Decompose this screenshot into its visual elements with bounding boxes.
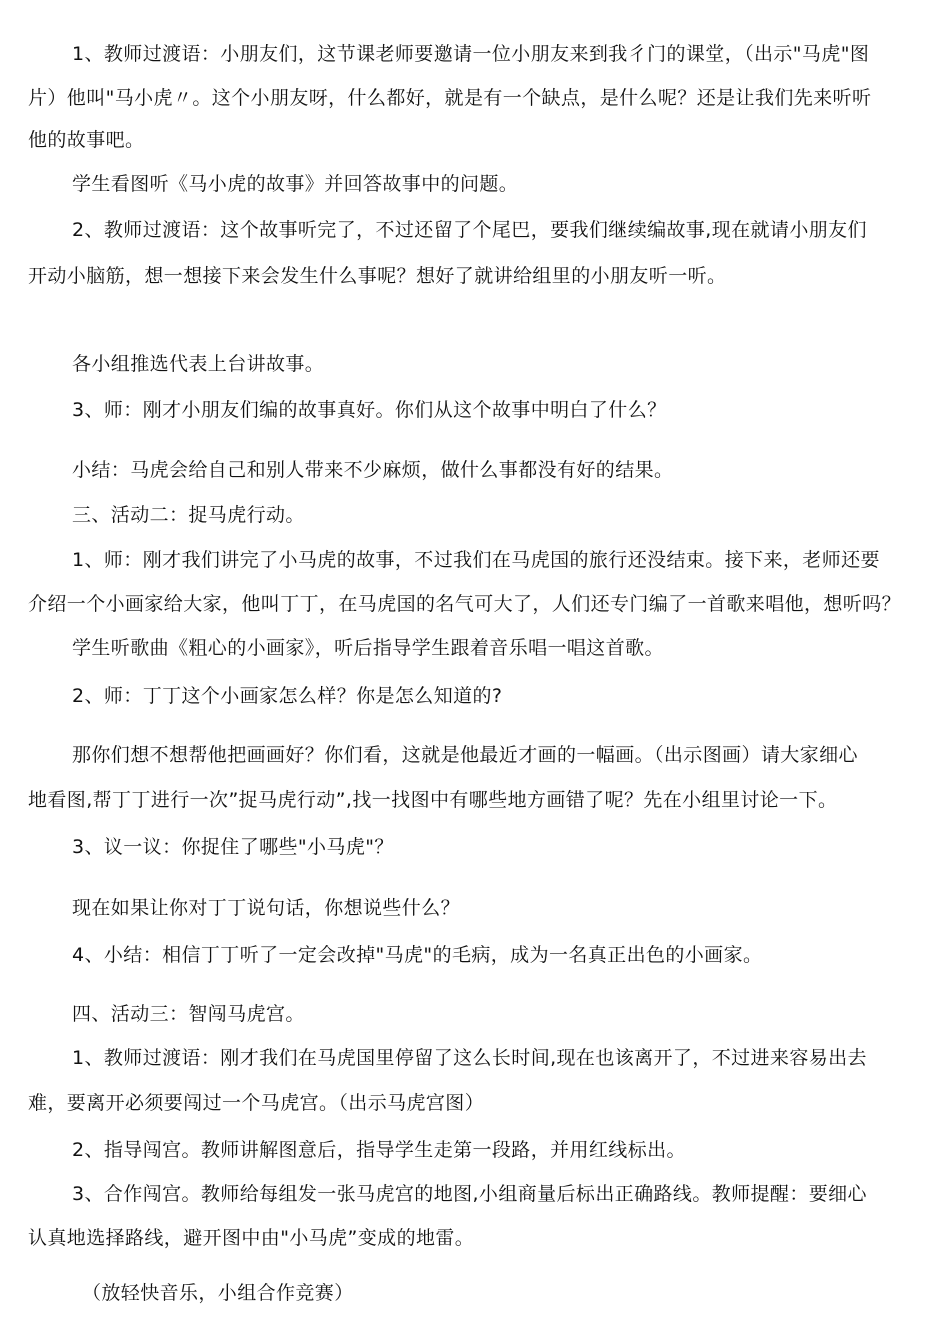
text-line: 片）他叫"马小虎〃。这个小朋友呀，什么都好，就是有一个缺点，是什么呢？还是让我们先来听听 bbox=[28, 87, 872, 109]
text-line: 小结：马虎会给自己和别人带来不少麻烦，做什么事都没有好的结果。 bbox=[72, 459, 674, 481]
text-line: 开动小脑筋，想一想接下来会发生什么事呢？想好了就讲给组里的小朋友听一听。 bbox=[28, 265, 727, 287]
text-line: 三、活动二：捉马虎行动。 bbox=[72, 504, 305, 526]
text-line: 学生看图听《马小虎的故事》并回答故事中的问题。 bbox=[72, 173, 519, 195]
text-line: 那你们想不想帮他把画画好？你们看，这就是他最近才画的一幅画。（出示图画）请大家细心 bbox=[72, 744, 858, 766]
text-line: 2、教师过渡语：这个故事听完了，不过还留了个尾巴，要我们继续编故事,现在就请小朋友们 bbox=[72, 219, 867, 241]
text-line: 难，要离开必须要闯过一个马虎宫。（出示马虎宫图） bbox=[28, 1092, 485, 1114]
text-line: 3、合作闯宫。教师给每组发一张马虎宫的地图,小组商量后标出正确路线。教师提醒：要细心 bbox=[72, 1183, 867, 1205]
text-line: （放轻快音乐，小组合作竞赛） bbox=[82, 1282, 354, 1304]
text-line: 认真地选择路线，避开图中由"小马虎”变成的地雷。 bbox=[28, 1227, 475, 1249]
text-line: 1、师：刚才我们讲完了小马虎的故事，不过我们在马虎国的旅行还没结束。接下来，老师还要 bbox=[72, 549, 880, 571]
text-line: 4、小结：相信丁丁听了一定会改掉"马虎"的毛病，成为一名真正出色的小画家。 bbox=[72, 944, 763, 966]
text-line: 学生听歌曲《粗心的小画家》，听后指导学生跟着音乐唱一唱这首歌。 bbox=[72, 637, 664, 659]
text-line: 介绍一个小画家给大家，他叫丁丁，在马虎国的名气可大了，人们还专门编了一首歌来唱他，想听吗？ bbox=[28, 593, 902, 615]
text-line: 3、议一议：你捉住了哪些"小马虎"？ bbox=[72, 836, 394, 858]
text-line: 1、教师过渡语：刚才我们在马虎国里停留了这么长时间,现在也该离开了，不过进来容易出去 bbox=[72, 1047, 867, 1069]
text-line: 各小组推选代表上台讲故事。 bbox=[72, 353, 325, 375]
text-line: 他的故事吧。 bbox=[28, 129, 145, 151]
text-line: 现在如果让你对丁丁说句话，你想说些什么？ bbox=[72, 897, 461, 919]
text-line: 1、教师过渡语：小朋友们，这节课老师要邀请一位小朋友来到我彳门的课堂，（出示"马虎"图 bbox=[72, 43, 870, 65]
text-line: 3、师：刚才小朋友们编的故事真好。你们从这个故事中明白了什么？ bbox=[72, 399, 667, 421]
text-line: 2、师：丁丁这个小画家怎么样？你是怎么知道的? bbox=[72, 685, 503, 707]
text-line: 2、指导闯宫。教师讲解图意后，指导学生走第一段路，并用红线标出。 bbox=[72, 1139, 686, 1161]
text-line: 四、活动三：智闯马虎宫。 bbox=[72, 1003, 305, 1025]
text-line: 地看图,帮丁丁进行一次”捉马虎行动”,找一找图中有哪些地方画错了呢？先在小组里讨论一下。 bbox=[28, 789, 838, 811]
